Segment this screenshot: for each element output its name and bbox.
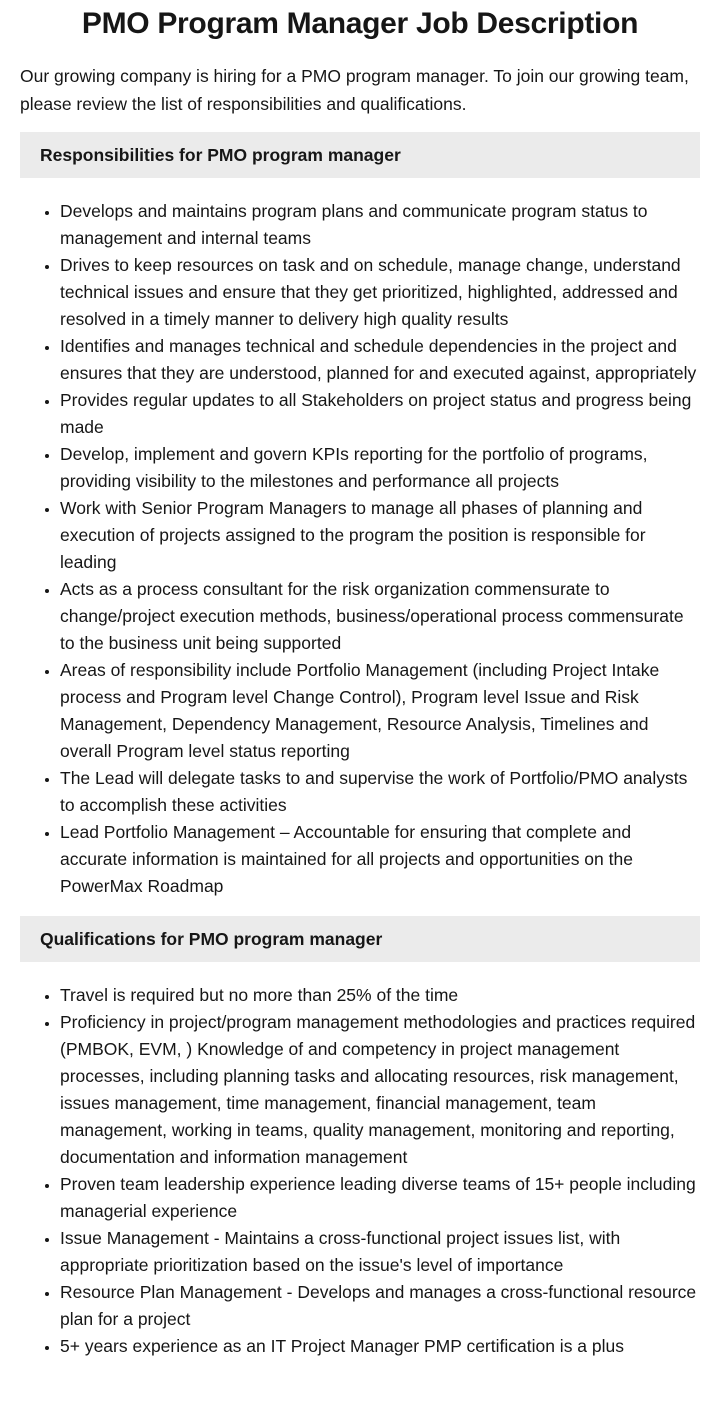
list-item: • Proven team leadership experience leading diverse teams of 15+ people including managerial experience [60, 1171, 700, 1225]
list-item: • 5+ years experience as an IT Project Manager PMP certification is a plus [60, 1333, 700, 1360]
responsibilities-section [20, 132, 700, 900]
list-item: • Travel is required but no more than 25% of the time [60, 982, 700, 1009]
list-item: • Develops and maintains program plans and communicate program status to management and internal teams [60, 198, 700, 252]
list-item: • Areas of responsibility include Portfolio Management (including Project Intake process and Program level Change Control), Program level Issue and Risk Management, Dependency Management, Resource Analysis, Timelines and overall Program level status reporting [60, 657, 700, 765]
list-item: • Work with Senior Program Managers to manage all phases of planning and execution of projects assigned to the program the position is responsible for leading [60, 495, 700, 576]
list-item: • Acts as a process consultant for the risk organization commensurate to change/project execution methods, business/operational process commensurate to the business unit being supported [60, 576, 700, 657]
responsibilities-heading: Responsibilities for PMO program manager [20, 132, 700, 178]
page-title: PMO Program Manager Job Description [81, 7, 639, 40]
list-item: • Issue Management - Maintains a cross-functional project issues list, with appropriate prioritization based on the issue's level of importance [60, 1225, 700, 1279]
list-item: • Proficiency in project/program management methodologies and practices required (PMBOK, EVM, ) Knowledge of and competency in project management processes, including planning tasks and allocating resources, risk management, issues management, time management, financial management, team management, working in teams, quality management, monitoring and reporting, documentation and information management [60, 1009, 700, 1171]
list-item: • Lead Portfolio Management – Accountable for ensuring that complete and accurate information is maintained for all projects and opportunities on the PowerMax Roadmap [60, 819, 700, 900]
list-item: • Drives to keep resources on task and on schedule, manage change, understand technical issues and ensure that they get prioritized, highlighted, addressed and resolved in a timely manner to delivery high quality results [60, 252, 700, 333]
qualifications-heading: Qualifications for PMO program manager [20, 916, 700, 962]
intro-paragraph: Our growing company is hiring for a PMO program manager. To join our growing team, please review the list of responsibilities and qualifications. [20, 66, 689, 114]
responsibilities-list [20, 198, 700, 900]
list-item: • Resource Plan Management - Develops and manages a cross-functional resource plan for a project [60, 1279, 700, 1333]
list-item: • The Lead will delegate tasks to and supervise the work of Portfolio/PMO analysts to accomplish these activities [60, 765, 700, 819]
list-item: • Provides regular updates to all Stakeholders on project status and progress being made [60, 387, 700, 441]
list-item: • Develop, implement and govern KPIs reporting for the portfolio of programs, providing visibility to the milestones and performance all projects [60, 441, 700, 495]
qualifications-section [20, 916, 700, 1360]
qualifications-list [20, 982, 700, 1360]
list-item: • Identifies and manages technical and schedule dependencies in the project and ensures that they are understood, planned for and executed against, appropriately [60, 333, 700, 387]
